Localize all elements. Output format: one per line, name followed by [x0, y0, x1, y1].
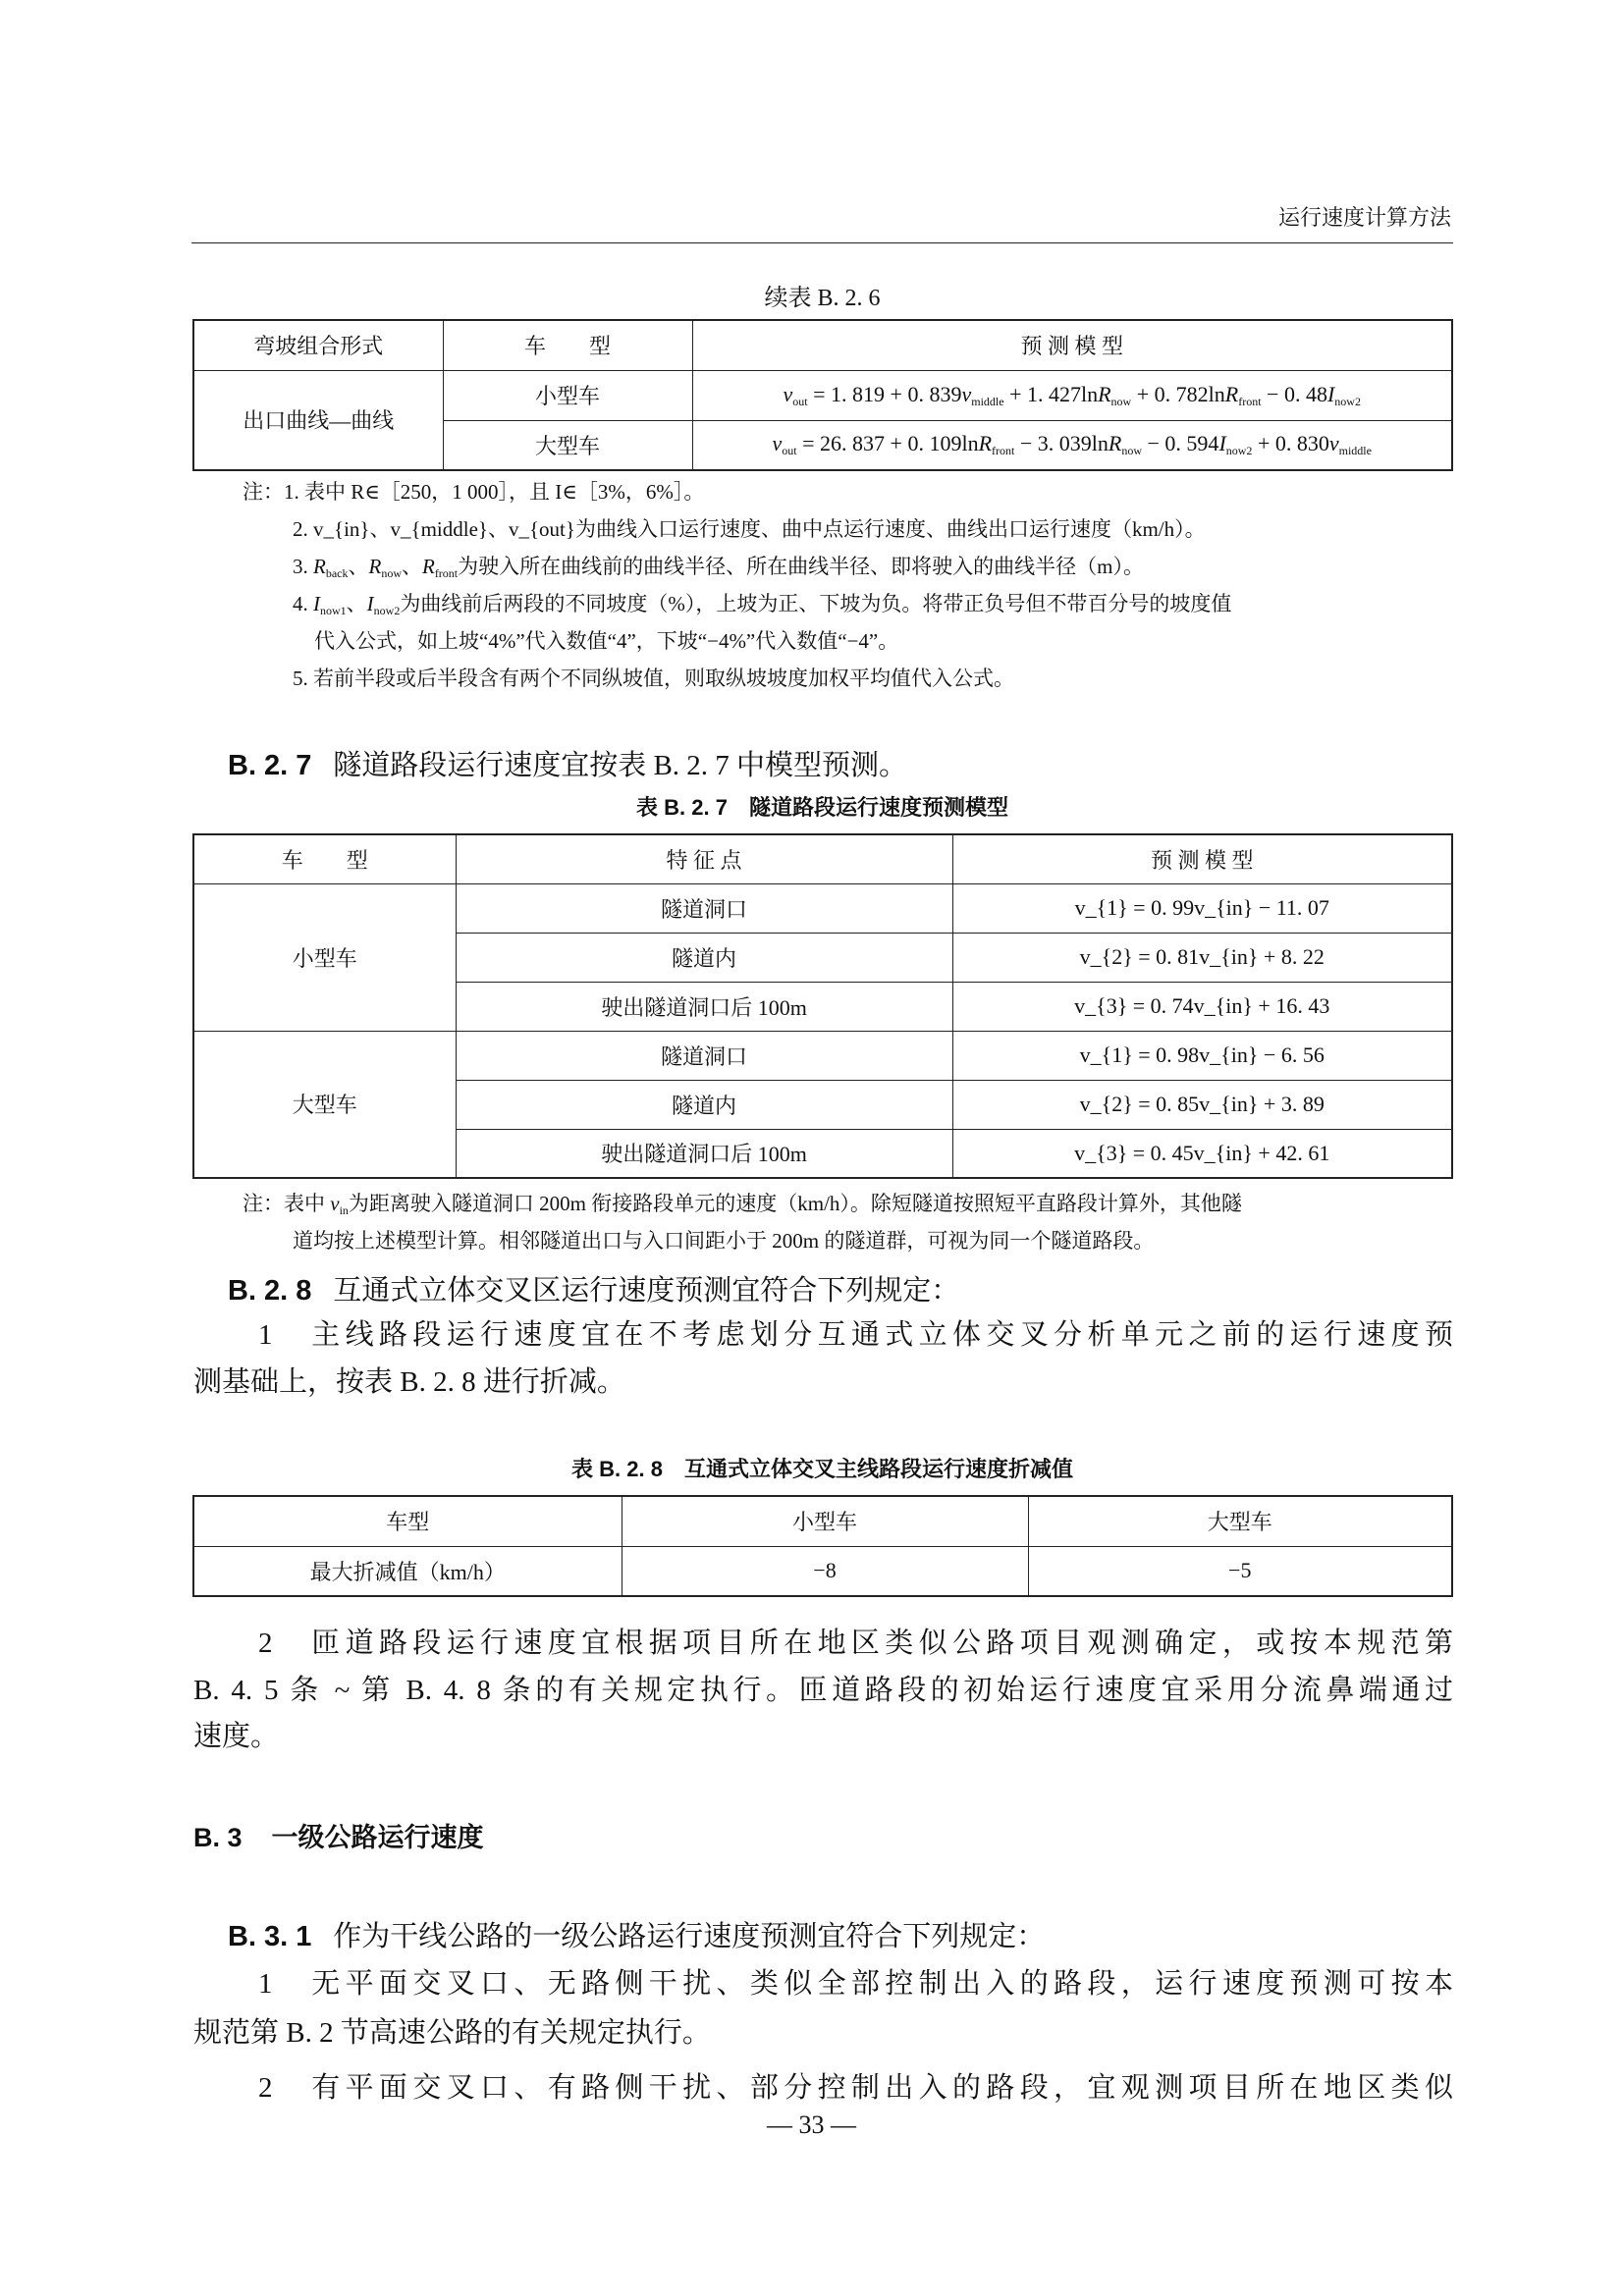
clause-b27	[228, 743, 907, 783]
paragraph-line: 1 无平面交叉口、无路侧干扰、类似全部控制出入的路段，运行速度预测可按本	[258, 1968, 1453, 2000]
section-number: B. 3	[193, 1823, 243, 1852]
vehicle-cell: 大型车	[443, 420, 692, 470]
table-note: 3. $R_{back}$、$R_{now}$、$R_{front}$为驶入所在曲线前的曲线半径、所在曲线半径、即将驶入的曲线半径（m）。	[293, 555, 1144, 580]
model-cell: v_{3} = 0. 45v_{in} + 42. 61	[952, 1129, 1452, 1178]
table-note: 5. 若前半段或后半段含有两个不同纵坡值，则取纵坡坡度加权平均值代入公式。	[293, 667, 1014, 690]
model-cell: $v_{out} = 26$. 837 + 0. 109lnR$_{front}$ − 3. 039lnR$_{now}$ − 0. $594I_{now2} + 0$. $830v_{middle}$	[692, 420, 1452, 470]
column-header: 车 型	[443, 320, 692, 370]
running-title: 运行速度计算方法	[1277, 205, 1451, 230]
clause-b31	[228, 1914, 1045, 1954]
paragraph-line: B. 4. 5 条 ~ 第 B. 4. 8 条的有关规定执行。匝道路段的初始运行速度宜采用分流鼻端通过	[193, 1675, 1453, 1706]
row-label: 最大折减值（km/h）	[193, 1546, 622, 1596]
table-note: 注：1. 表中 R∈［250，1 000］，且 I∈［3%，6%］。	[243, 480, 705, 504]
paragraph-line: 1 主线路段运行速度宜在不考虑划分互通式立体交叉分析单元之前的运行速度预	[258, 1319, 1453, 1351]
model-cell: v_{3} = 0. 74v_{in} + 16. 43	[952, 982, 1452, 1031]
clause-b28	[228, 1268, 959, 1308]
vehicle-cell: 小型车	[193, 883, 456, 1031]
clause-number: B. 2. 8	[228, 1275, 312, 1307]
point-cell: 隧道洞口	[456, 883, 952, 933]
column-header: 车型	[193, 1496, 622, 1546]
point-cell: 隧道洞口	[456, 1031, 952, 1080]
value-cell: −8	[622, 1546, 1028, 1596]
table-note: 注：表中 $v_{in}$为距离驶入隧道洞口 200m 衔接路段单元的速度（km/h）。除短隧道按照短平直路段计算外，其他隧	[243, 1192, 1242, 1217]
table-note: 道均按上述模型计算。相邻隧道出口与入口间距小于 200m 的隧道群，可视为同一个隧道路段。	[293, 1229, 1155, 1253]
model-cell: v_{2} = 0. 81v_{in} + 8. 22	[952, 933, 1452, 982]
table-caption: 表 B. 2. 7 隧道路段运行速度预测模型	[636, 795, 1008, 820]
point-cell: 驶出隧道洞口后 100m	[456, 1129, 952, 1178]
paragraph-line: 2 有平面交叉口、有路侧干扰、部分控制出入的路段，宜观测项目所在地区类似	[258, 2072, 1453, 2104]
point-cell: 隧道内	[456, 933, 952, 982]
table-b27	[192, 833, 1453, 1179]
vehicle-cell: 大型车	[193, 1031, 456, 1178]
page-number: — 33 —	[767, 2110, 856, 2139]
header-rule	[191, 242, 1453, 243]
section-title: 一级公路运行速度	[271, 1823, 484, 1852]
column-header: 车 型	[193, 834, 456, 883]
paragraph-line: 测基础上，按表 B. 2. 8 进行折减。	[193, 1366, 625, 1398]
model-cell: v_{1} = 0. 98v_{in} − 6. 56	[952, 1031, 1452, 1080]
table-note: 2. v_{in}、v_{middle}、v_{out}为曲线入口运行速度、曲中点运行速度、曲线出口运行速度（km/h）。	[293, 517, 1206, 541]
table-caption: 表 B. 2. 8 互通式立体交叉主线路段运行速度折减值	[571, 1457, 1073, 1481]
table-note: 4. $I_{now1}$、$I_{now2}$为曲线前后两段的不同坡度（%），上坡为正、下坡为负。将带正负号但不带百分号的坡度值	[293, 592, 1232, 617]
clause-text: 作为干线公路的一级公路运行速度预测宜符合下列规定：	[333, 1921, 1046, 1952]
model-cell: $v_{out} = 1$. 819 + 0. $839v_{middle} + 1$. 427lnR$_{now}$ + 0. 782lnR$_{front}$ − 0. $48I_{now2}$	[692, 370, 1452, 420]
model-cell: v_{1} = 0. 99v_{in} − 11. 07	[952, 883, 1452, 933]
column-header: 小型车	[622, 1496, 1028, 1546]
paragraph-line: 2 匝道路段运行速度宜根据项目所在地区类似公路项目观测确定，或按本规范第	[258, 1628, 1453, 1659]
table-b28	[192, 1495, 1453, 1597]
clause-text: 隧道路段运行速度宜按表 B. 2. 7 中模型预测。	[333, 750, 908, 781]
table-note: 代入公式，如上坡“4%”代入数值“4”，下坡“−4%”代入数值“−4”。	[314, 629, 899, 653]
column-header: 预 测 模 型	[952, 834, 1452, 883]
column-header: 大型车	[1028, 1496, 1452, 1546]
table-caption: 续表 B. 2. 6	[764, 286, 881, 311]
table-b26	[192, 319, 1453, 471]
clause-number: B. 2. 7	[228, 750, 312, 781]
clause-text: 互通式立体交叉区运行速度预测宜符合下列规定：	[333, 1275, 960, 1307]
section-heading	[193, 1816, 484, 1854]
value-cell: −5	[1028, 1546, 1452, 1596]
column-header: 特 征 点	[456, 834, 952, 883]
group-cell: 出口曲线—曲线	[193, 370, 443, 470]
paragraph-line: 规范第 B. 2 节高速公路的有关规定执行。	[193, 2017, 711, 2049]
point-cell: 驶出隧道洞口后 100m	[456, 982, 952, 1031]
clause-number: B. 3. 1	[228, 1921, 312, 1952]
model-cell: v_{2} = 0. 85v_{in} + 3. 89	[952, 1080, 1452, 1129]
column-header: 弯坡组合形式	[193, 320, 443, 370]
vehicle-cell: 小型车	[443, 370, 692, 420]
column-header: 预 测 模 型	[692, 320, 1452, 370]
point-cell: 隧道内	[456, 1080, 952, 1129]
paragraph-line: 速度。	[193, 1721, 280, 1752]
